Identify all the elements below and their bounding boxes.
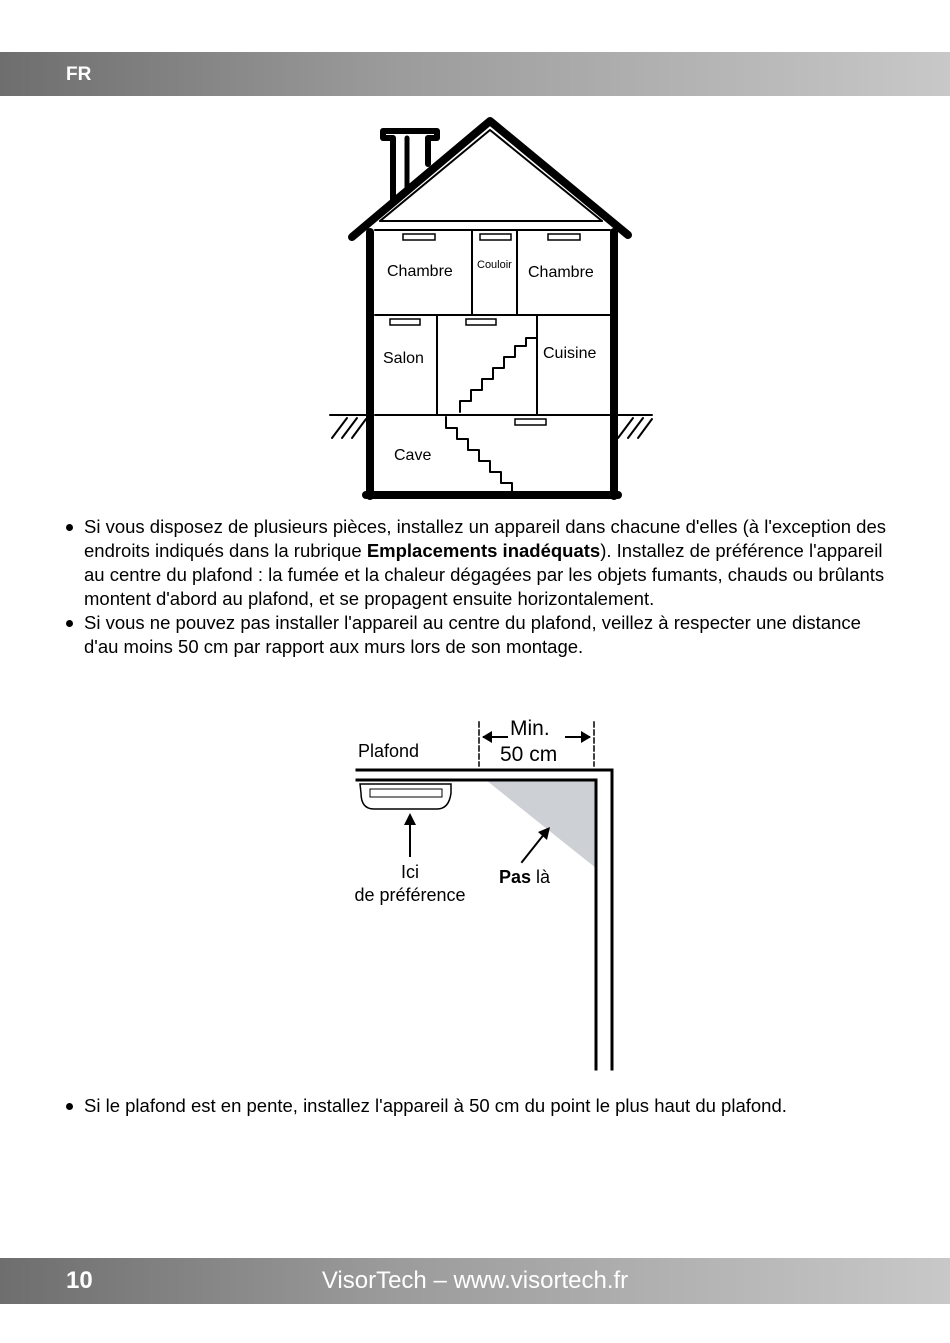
ceiling-diagram (340, 712, 625, 1074)
house-diagram (325, 112, 660, 504)
room-label-cellar: Cave (394, 447, 432, 464)
sloped-ceiling-instruction (64, 1094, 894, 1118)
list-item: Si vous disposez de plusieurs pièces, installez un appareil dans chacune d'elles (à l'exception des endroits indiqués dans la rubrique Emplacements inadéquats). Installez de préférence l'appareil au centre du plafond : la fumée et la chaleur dégagées par les objets fumants, chauds ou brûlants montent d'abord au plafond, et se propagent ensuite horizontalement. (64, 515, 894, 611)
header-band (0, 52, 950, 96)
language-label: FR (66, 64, 92, 85)
distance-label: 50 cm (500, 743, 558, 766)
ceiling-label: Plafond (358, 741, 420, 761)
list-item: Si vous ne pouvez pas installer l'appareil au centre du plafond, veillez à respecter une distance d'au moins 50 cm par rapport aux murs lors de son montage. (64, 611, 894, 659)
footer-brand: VisorTech – www.visortech.fr (321, 1267, 629, 1294)
room-label-bedroom-right: Chambre (528, 264, 594, 281)
footer-band (0, 1258, 950, 1304)
room-label-living-room: Salon (383, 350, 424, 367)
room-label-bedroom-left: Chambre (387, 263, 453, 280)
page-number: 10 (66, 1267, 93, 1294)
not-here-label: Pas là (499, 867, 551, 887)
min-label: Min. (510, 717, 550, 740)
here-label-line1: Ici (401, 862, 419, 882)
room-label-kitchen: Cuisine (543, 345, 597, 362)
list-item: Si le plafond est en pente, installez l'appareil à 50 cm du point le plus haut du plafond. (64, 1094, 894, 1118)
room-label-hallway: Couloir (477, 259, 512, 271)
here-label-line2: de préférence (354, 885, 466, 905)
emphasis-text: Emplacements inadéquats (366, 540, 601, 561)
placement-instructions (64, 515, 894, 659)
